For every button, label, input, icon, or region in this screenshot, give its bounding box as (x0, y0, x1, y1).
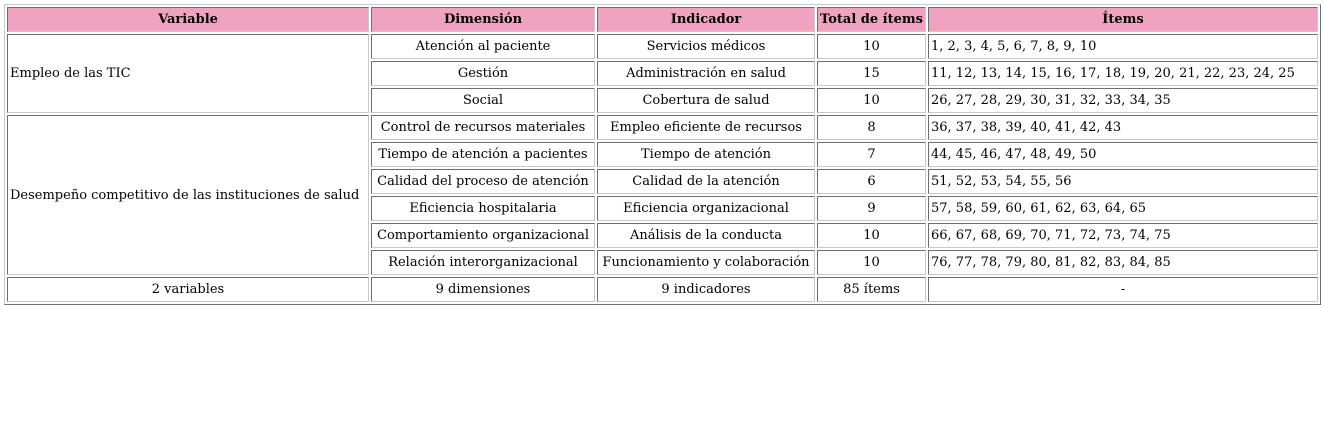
total-items-count-cell: 85 ítems (817, 277, 926, 302)
table-row (7, 34, 1318, 59)
variable-cell: Empleo de las TIC (7, 34, 369, 113)
total-items-list-cell: - (928, 277, 1318, 302)
items-cell: 51, 52, 53, 54, 55, 56 (928, 169, 1318, 194)
variables-operationalization-table (4, 4, 1321, 305)
total-cell: 10 (817, 34, 926, 59)
items-cell: 11, 12, 13, 14, 15, 16, 17, 18, 19, 20, 21, 22, 23, 24, 25 (928, 61, 1318, 86)
header-row (7, 7, 1318, 32)
items-cell: 36, 37, 38, 39, 40, 41, 42, 43 (928, 115, 1318, 140)
dimension-cell: Gestión (371, 61, 595, 86)
items-cell: 57, 58, 59, 60, 61, 62, 63, 64, 65 (928, 196, 1318, 221)
dimension-cell: Social (371, 88, 595, 113)
table-row (7, 115, 1318, 140)
total-cell: 8 (817, 115, 926, 140)
indicator-cell: Cobertura de salud (597, 88, 815, 113)
variable-cell: Desempeño competitivo de las instituciones de salud (7, 115, 369, 275)
indicator-cell: Calidad de la atención (597, 169, 815, 194)
header-indicator: Indicador (597, 7, 815, 32)
dimension-cell: Eficiencia hospitalaria (371, 196, 595, 221)
total-cell: 7 (817, 142, 926, 167)
total-cell: 6 (817, 169, 926, 194)
total-cell: 10 (817, 223, 926, 248)
indicator-cell: Servicios médicos (597, 34, 815, 59)
total-cell: 15 (817, 61, 926, 86)
dimension-cell: Atención al paciente (371, 34, 595, 59)
items-cell: 66, 67, 68, 69, 70, 71, 72, 73, 74, 75 (928, 223, 1318, 248)
indicator-cell: Administración en salud (597, 61, 815, 86)
indicator-cell: Funcionamiento y colaboración (597, 250, 815, 275)
indicator-cell: Eficiencia organizacional (597, 196, 815, 221)
total-indicators-cell: 9 indicadores (597, 277, 815, 302)
dimension-cell: Control de recursos materiales (371, 115, 595, 140)
total-variables-cell: 2 variables (7, 277, 369, 302)
header-dimension: Dimensión (371, 7, 595, 32)
indicator-cell: Tiempo de atención (597, 142, 815, 167)
total-dimensions-cell: 9 dimensiones (371, 277, 595, 302)
items-cell: 76, 77, 78, 79, 80, 81, 82, 83, 84, 85 (928, 250, 1318, 275)
items-cell: 26, 27, 28, 29, 30, 31, 32, 33, 34, 35 (928, 88, 1318, 113)
items-cell: 44, 45, 46, 47, 48, 49, 50 (928, 142, 1318, 167)
items-cell: 1, 2, 3, 4, 5, 6, 7, 8, 9, 10 (928, 34, 1318, 59)
total-cell: 10 (817, 88, 926, 113)
total-cell: 10 (817, 250, 926, 275)
header-items: Ítems (928, 7, 1318, 32)
indicator-cell: Empleo eficiente de recursos (597, 115, 815, 140)
dimension-cell: Relación interorganizacional (371, 250, 595, 275)
total-cell: 9 (817, 196, 926, 221)
totals-row (7, 277, 1318, 302)
dimension-cell: Calidad del proceso de atención (371, 169, 595, 194)
header-variable: Variable (7, 7, 369, 32)
indicator-cell: Análisis de la conducta (597, 223, 815, 248)
header-total-items: Total de ítems (817, 7, 926, 32)
dimension-cell: Tiempo de atención a pacientes (371, 142, 595, 167)
dimension-cell: Comportamiento organizacional (371, 223, 595, 248)
